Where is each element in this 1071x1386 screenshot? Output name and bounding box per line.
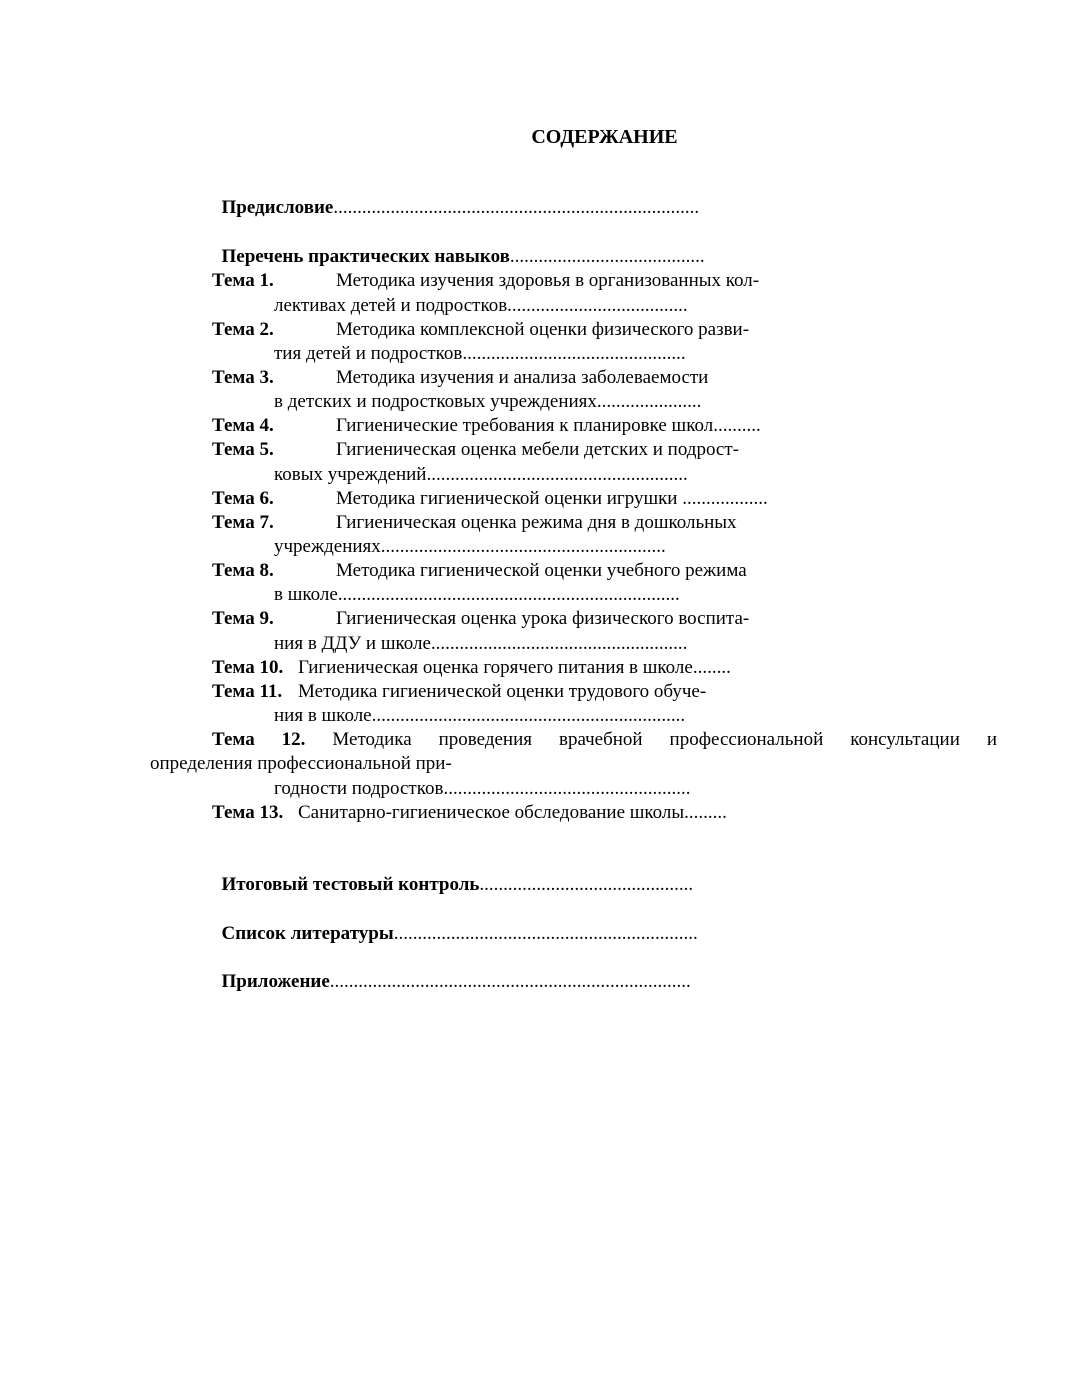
toc-topic-number: Тема 1. <box>212 270 274 291</box>
toc-topic-number: Тема 11. <box>212 681 283 702</box>
toc-topic-title-cont[interactable]: ния в ДДУ и школе...................................................... <box>274 633 688 654</box>
toc-topic-number: Тема 7. <box>212 512 274 533</box>
page-title: СОДЕРЖАНИЕ <box>531 126 678 148</box>
toc-topic-title[interactable]: Санитарно-гигиеническое обследование школы......... <box>298 802 727 823</box>
toc-topic-number: Тема 4. <box>212 415 274 436</box>
toc-label: Список литературы <box>221 923 394 944</box>
toc-topic-title-cont[interactable]: учреждениях............................................................ <box>274 536 666 557</box>
toc-topic-number: Тема 13. <box>212 802 284 823</box>
toc-topic-title: Методика проведения врачебной профессиональной консультации и <box>332 729 997 750</box>
toc-topic-title[interactable]: Гигиеническая оценка режима дня в дошкольных <box>336 512 737 533</box>
toc-entry-preface[interactable] <box>212 172 700 218</box>
toc-leader-dots: ............................................................................. <box>333 197 700 218</box>
toc-label: Перечень практических навыков <box>221 246 510 267</box>
toc-topic-title[interactable]: Методика гигиенической оценки учебного режима <box>336 560 747 581</box>
toc-entry-references[interactable] <box>212 898 698 944</box>
toc-topic-number: Тема 2. <box>212 319 274 340</box>
toc-entry-skills[interactable] <box>212 221 705 267</box>
toc-label: Приложение <box>221 971 330 992</box>
toc-topic-number: Тема 9. <box>212 608 274 629</box>
toc-topic-number: Тема 5. <box>212 439 274 460</box>
toc-leader-dots: ......................................... <box>509 246 705 267</box>
toc-leader-dots: ............................................................................ <box>329 971 691 992</box>
toc-topic-number: Тема 10. <box>212 657 284 678</box>
toc-entry-appendix[interactable] <box>212 946 691 992</box>
toc-topic-title-cont[interactable]: в школе........................................................................ <box>274 584 680 605</box>
toc-label: Предисловие <box>221 197 334 218</box>
toc-topic-title[interactable]: Методика гигиенической оценки игрушки .................. <box>336 488 768 509</box>
toc-topic-title-cont[interactable]: лективах детей и подростков...................................... <box>274 295 688 316</box>
toc-entry-final-test[interactable] <box>212 849 694 895</box>
toc-topic-title[interactable]: Методика изучения здоровья в организованных кол- <box>336 270 760 291</box>
toc-topic-title[interactable]: Методика гигиенической оценки трудового обуче- <box>298 681 707 702</box>
toc-topic-number: Тема 3. <box>212 367 274 388</box>
toc-topic-title[interactable]: Гигиеническая оценка мебели детских и подрост- <box>336 439 739 460</box>
toc-leader-dots: ................................................................ <box>393 923 698 944</box>
toc-leader-dots: ............................................. <box>479 874 694 895</box>
toc-topic-title-cont[interactable]: определения профессиональной при- <box>150 753 452 774</box>
toc-topic-title[interactable]: Методика изучения и анализа заболеваемости <box>336 367 709 388</box>
toc-topic-number: Тема 6. <box>212 488 274 509</box>
toc-topic-title[interactable]: Гигиеническая оценка урока физического воспита- <box>336 608 750 629</box>
toc-topic-12-line1[interactable] <box>212 728 997 752</box>
toc-topic-title[interactable]: Методика комплексной оценки физического разви- <box>336 319 750 340</box>
toc-topic-title-cont[interactable]: тия детей и подростков............................................... <box>274 343 686 364</box>
toc-topic-title-cont[interactable]: годности подростков.................................................... <box>274 778 691 799</box>
toc-topic-title-cont[interactable]: ния в школе.................................................................. <box>274 705 686 726</box>
toc-topic-title-cont[interactable]: ковых учреждений....................................................... <box>274 464 688 485</box>
toc-topic-title-cont[interactable]: в детских и подростковых учреждениях...................... <box>274 391 702 412</box>
toc-topic-number: Тема 12. <box>212 729 306 750</box>
toc-topic-title[interactable]: Гигиенические требования к планировке школ.......... <box>336 415 761 436</box>
toc-topic-number: Тема 8. <box>212 560 274 581</box>
toc-label: Итоговый тестовый контроль <box>221 874 480 895</box>
toc-topic-title[interactable]: Гигиеническая оценка горячего питания в школе........ <box>298 657 731 678</box>
